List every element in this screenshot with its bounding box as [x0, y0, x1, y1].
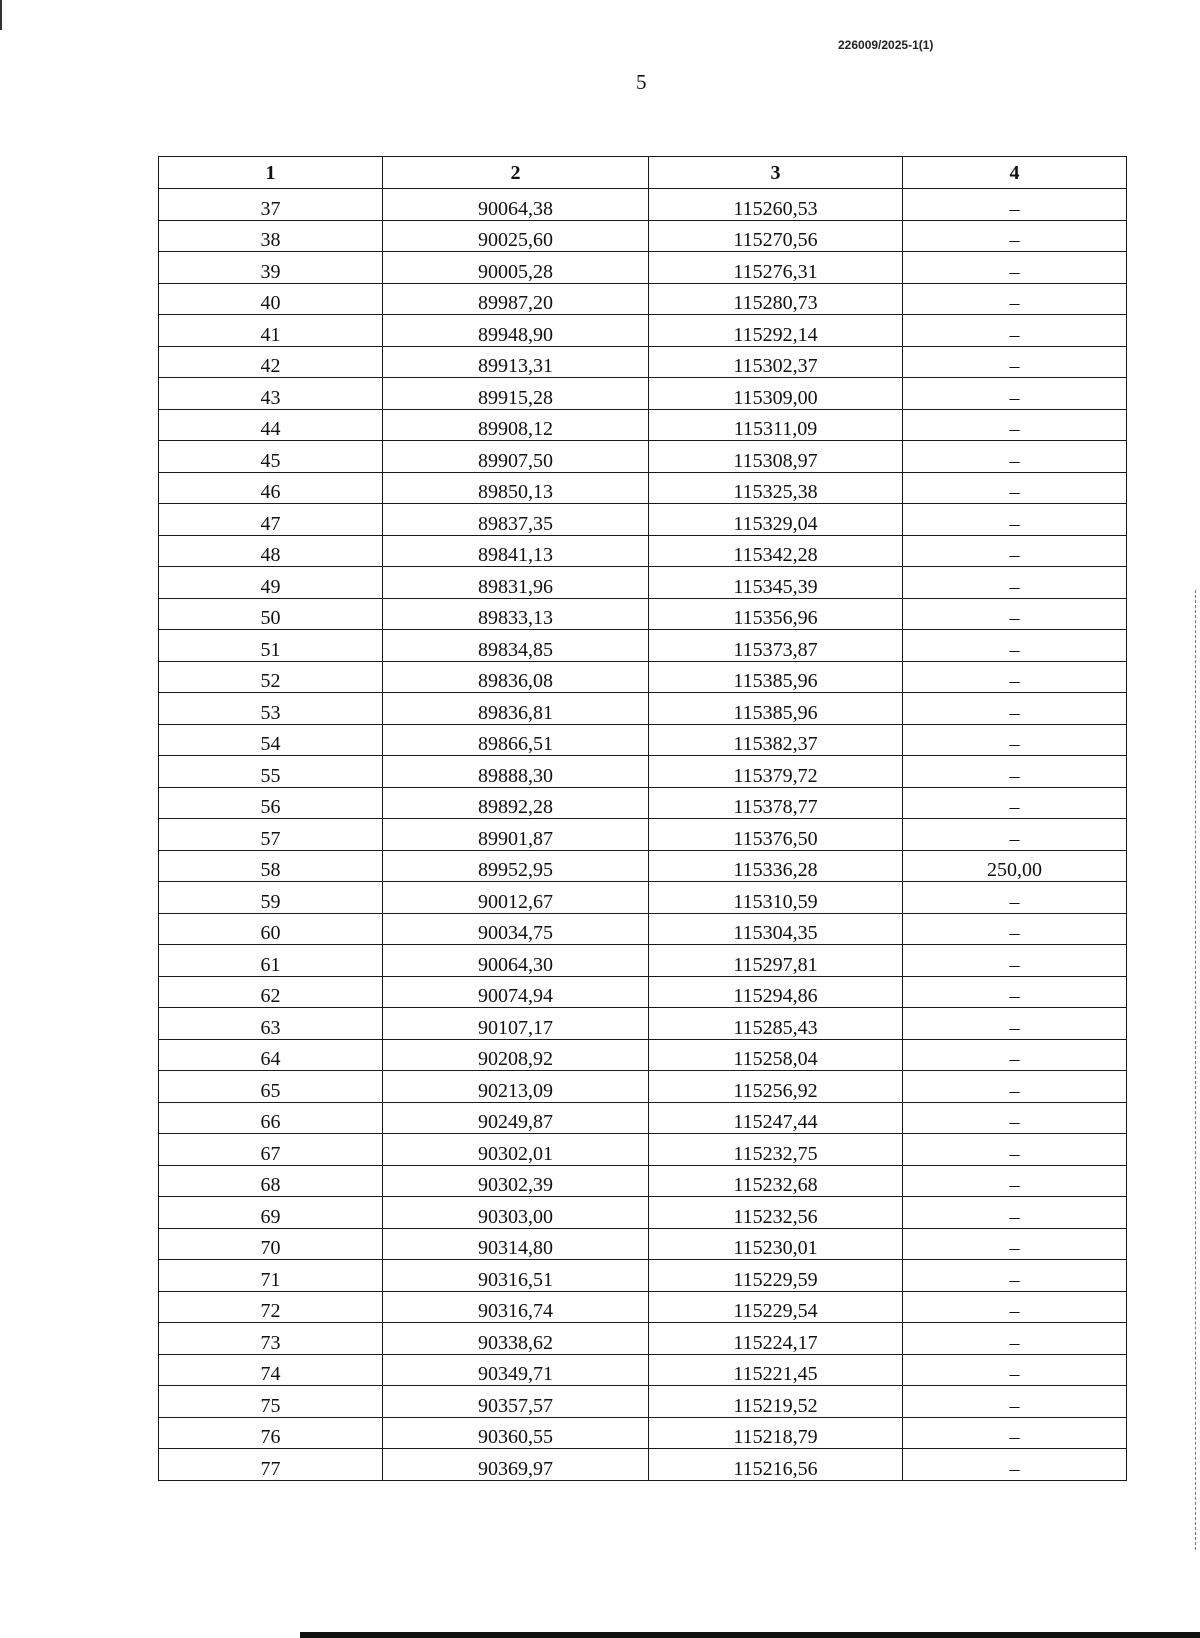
table-row	[159, 1228, 1127, 1260]
table-cell: –	[903, 1039, 1127, 1071]
table-cell: 37	[159, 189, 383, 221]
table-row	[159, 819, 1127, 851]
table-row	[159, 693, 1127, 725]
table-cell: 64	[159, 1039, 383, 1071]
table-cell: 90208,92	[383, 1039, 649, 1071]
table-cell: 115230,01	[649, 1228, 903, 1260]
table-cell: –	[903, 283, 1127, 315]
column-header: 1	[159, 157, 383, 189]
table-cell: 90357,57	[383, 1386, 649, 1418]
table-row	[159, 504, 1127, 536]
table-cell: 90064,38	[383, 189, 649, 221]
column-header: 4	[903, 157, 1127, 189]
table-row	[159, 945, 1127, 977]
table-cell: 40	[159, 283, 383, 315]
table-cell: 90360,55	[383, 1417, 649, 1449]
table-cell: 90213,09	[383, 1071, 649, 1103]
table-cell: 52	[159, 661, 383, 693]
table-cell: 115302,37	[649, 346, 903, 378]
table-cell: 89952,95	[383, 850, 649, 882]
table-body	[159, 189, 1127, 1481]
table-cell: 115382,37	[649, 724, 903, 756]
table-cell: 41	[159, 315, 383, 347]
table-cell: 60	[159, 913, 383, 945]
table-cell: 115280,73	[649, 283, 903, 315]
table-cell: 115342,28	[649, 535, 903, 567]
table-row	[159, 976, 1127, 1008]
table-cell: 58	[159, 850, 383, 882]
table-cell: 115385,96	[649, 693, 903, 725]
table-row	[159, 252, 1127, 284]
table-cell: 115256,92	[649, 1071, 903, 1103]
table-cell: –	[903, 378, 1127, 410]
table-cell: 89987,20	[383, 283, 649, 315]
table-cell: 50	[159, 598, 383, 630]
table-cell: 115385,96	[649, 661, 903, 693]
table-cell: 115229,54	[649, 1291, 903, 1323]
table-row	[159, 1354, 1127, 1386]
table-cell: 89836,81	[383, 693, 649, 725]
document-id: 226009/2025-1(1)	[838, 38, 934, 52]
table-cell: 90249,87	[383, 1102, 649, 1134]
table-cell: –	[903, 913, 1127, 945]
table-cell: –	[903, 409, 1127, 441]
table-cell: 250,00	[903, 850, 1127, 882]
table-row	[159, 409, 1127, 441]
table-cell: 90074,94	[383, 976, 649, 1008]
table-cell: 89836,08	[383, 661, 649, 693]
table-cell: 71	[159, 1260, 383, 1292]
table-cell: –	[903, 1449, 1127, 1481]
table-cell: –	[903, 472, 1127, 504]
table-row	[159, 1197, 1127, 1229]
table-cell: 77	[159, 1449, 383, 1481]
table-row	[159, 724, 1127, 756]
table-cell: 38	[159, 220, 383, 252]
table-cell: 115219,52	[649, 1386, 903, 1418]
table-row	[159, 882, 1127, 914]
table-row	[159, 598, 1127, 630]
coordinates-table	[158, 156, 1127, 1481]
table-row	[159, 630, 1127, 662]
table-cell: 76	[159, 1417, 383, 1449]
table-row	[159, 535, 1127, 567]
table-cell: 115345,39	[649, 567, 903, 599]
table-cell: 115216,56	[649, 1449, 903, 1481]
table-cell: 90064,30	[383, 945, 649, 977]
table-cell: 115376,50	[649, 819, 903, 851]
table-cell: 90302,01	[383, 1134, 649, 1166]
table-cell: 89866,51	[383, 724, 649, 756]
table-cell: 115232,75	[649, 1134, 903, 1166]
page-number: 5	[636, 70, 647, 94]
bottom-edge-bar	[300, 1632, 1200, 1638]
table-row	[159, 283, 1127, 315]
table-row	[159, 315, 1127, 347]
table-row	[159, 661, 1127, 693]
table-row	[159, 1386, 1127, 1418]
table-cell: 89913,31	[383, 346, 649, 378]
table-cell: 68	[159, 1165, 383, 1197]
table-row	[159, 472, 1127, 504]
table-cell: –	[903, 976, 1127, 1008]
table-cell: 115356,96	[649, 598, 903, 630]
table-cell: –	[903, 252, 1127, 284]
table-cell: 90314,80	[383, 1228, 649, 1260]
table-cell: –	[903, 346, 1127, 378]
table-cell: 115232,56	[649, 1197, 903, 1229]
table-cell: –	[903, 567, 1127, 599]
table-cell: –	[903, 1386, 1127, 1418]
table-cell: 89907,50	[383, 441, 649, 473]
table-cell: 90316,74	[383, 1291, 649, 1323]
table-cell: 90034,75	[383, 913, 649, 945]
table-cell: 89892,28	[383, 787, 649, 819]
table-cell: 47	[159, 504, 383, 536]
table-row	[159, 913, 1127, 945]
table-cell: –	[903, 1134, 1127, 1166]
table-row	[159, 787, 1127, 819]
table-cell: 90012,67	[383, 882, 649, 914]
table-cell: 115232,68	[649, 1165, 903, 1197]
table-cell: 89850,13	[383, 472, 649, 504]
table-cell: 115297,81	[649, 945, 903, 977]
table-cell: 115285,43	[649, 1008, 903, 1040]
table-cell: 115294,86	[649, 976, 903, 1008]
table-cell: –	[903, 882, 1127, 914]
table-cell: 89915,28	[383, 378, 649, 410]
table-cell: 55	[159, 756, 383, 788]
table-cell: 89833,13	[383, 598, 649, 630]
table-cell: –	[903, 1417, 1127, 1449]
column-header: 3	[649, 157, 903, 189]
table-cell: 45	[159, 441, 383, 473]
table-cell: 61	[159, 945, 383, 977]
table-cell: –	[903, 1008, 1127, 1040]
table-row	[159, 1323, 1127, 1355]
header-row	[159, 157, 1127, 189]
table-cell: –	[903, 441, 1127, 473]
table-cell: 115304,35	[649, 913, 903, 945]
table-cell: 115379,72	[649, 756, 903, 788]
table-cell: 54	[159, 724, 383, 756]
table-cell: 90107,17	[383, 1008, 649, 1040]
table-cell: –	[903, 693, 1127, 725]
table-cell: 51	[159, 630, 383, 662]
table-cell: 65	[159, 1071, 383, 1103]
table-cell: 115218,79	[649, 1417, 903, 1449]
table-cell: 115373,87	[649, 630, 903, 662]
table-row	[159, 567, 1127, 599]
table-cell: –	[903, 787, 1127, 819]
table-cell: 115378,77	[649, 787, 903, 819]
table-cell: –	[903, 1260, 1127, 1292]
table-cell: –	[903, 535, 1127, 567]
table-row	[159, 220, 1127, 252]
table-cell: 89841,13	[383, 535, 649, 567]
table-cell: –	[903, 1071, 1127, 1103]
table-cell: 89888,30	[383, 756, 649, 788]
table-cell: –	[903, 1102, 1127, 1134]
table-header	[159, 157, 1127, 189]
table-cell: 115325,38	[649, 472, 903, 504]
table-cell: 42	[159, 346, 383, 378]
margin-left-mark	[0, 0, 2, 30]
table-cell: 115258,04	[649, 1039, 903, 1071]
table-cell: –	[903, 945, 1127, 977]
table-cell: 90338,62	[383, 1323, 649, 1355]
table-cell: 48	[159, 535, 383, 567]
table-cell: 89901,87	[383, 819, 649, 851]
margin-right-mark	[1194, 590, 1196, 1550]
table-row	[159, 1449, 1127, 1481]
table-row	[159, 1008, 1127, 1040]
table-cell: 56	[159, 787, 383, 819]
table-cell: 46	[159, 472, 383, 504]
table-row	[159, 346, 1127, 378]
table-cell: –	[903, 724, 1127, 756]
table-cell: 69	[159, 1197, 383, 1229]
table-cell: 90025,60	[383, 220, 649, 252]
table-cell: 89834,85	[383, 630, 649, 662]
table-cell: 115229,59	[649, 1260, 903, 1292]
table-cell: 89831,96	[383, 567, 649, 599]
table-cell: 90316,51	[383, 1260, 649, 1292]
table-row	[159, 1039, 1127, 1071]
table-row	[159, 441, 1127, 473]
table-cell: –	[903, 315, 1127, 347]
table-cell: 115329,04	[649, 504, 903, 536]
table-cell: –	[903, 1291, 1127, 1323]
table-cell: 90302,39	[383, 1165, 649, 1197]
table-cell: –	[903, 504, 1127, 536]
table-cell: 59	[159, 882, 383, 914]
table-row	[159, 850, 1127, 882]
table-cell: 49	[159, 567, 383, 599]
table-cell: 90005,28	[383, 252, 649, 284]
table-cell: 115311,09	[649, 409, 903, 441]
table-cell: 62	[159, 976, 383, 1008]
table-cell: 39	[159, 252, 383, 284]
table-cell: 115308,97	[649, 441, 903, 473]
table-cell: 115260,53	[649, 189, 903, 221]
table-cell: –	[903, 189, 1127, 221]
table-cell: 67	[159, 1134, 383, 1166]
table-cell: –	[903, 598, 1127, 630]
table-cell: 43	[159, 378, 383, 410]
table-cell: 90349,71	[383, 1354, 649, 1386]
table-cell: 72	[159, 1291, 383, 1323]
table-row	[159, 1102, 1127, 1134]
table-cell: 90369,97	[383, 1449, 649, 1481]
table-cell: 73	[159, 1323, 383, 1355]
table-row	[159, 756, 1127, 788]
table-cell: –	[903, 1165, 1127, 1197]
column-header: 2	[383, 157, 649, 189]
table-cell: 115310,59	[649, 882, 903, 914]
table-cell: –	[903, 1197, 1127, 1229]
table-row	[159, 1071, 1127, 1103]
table-cell: 115309,00	[649, 378, 903, 410]
table-cell: –	[903, 819, 1127, 851]
table-cell: –	[903, 220, 1127, 252]
table-row	[159, 1165, 1127, 1197]
table-row	[159, 1417, 1127, 1449]
table-cell: 63	[159, 1008, 383, 1040]
table-cell: –	[903, 1354, 1127, 1386]
table-cell: 115270,56	[649, 220, 903, 252]
table-cell: 115292,14	[649, 315, 903, 347]
table-cell: 115336,28	[649, 850, 903, 882]
table-row	[159, 1260, 1127, 1292]
table-cell: –	[903, 756, 1127, 788]
table-cell: 89948,90	[383, 315, 649, 347]
table-cell: –	[903, 630, 1127, 662]
table-cell: –	[903, 661, 1127, 693]
table-cell: 75	[159, 1386, 383, 1418]
table-cell: 70	[159, 1228, 383, 1260]
table-cell: 74	[159, 1354, 383, 1386]
table-row	[159, 1291, 1127, 1323]
table-cell: 53	[159, 693, 383, 725]
table-cell: 115276,31	[649, 252, 903, 284]
table-row	[159, 189, 1127, 221]
table-cell: 90303,00	[383, 1197, 649, 1229]
table-cell: 89837,35	[383, 504, 649, 536]
table-row	[159, 378, 1127, 410]
table-cell: 57	[159, 819, 383, 851]
table-cell: 89908,12	[383, 409, 649, 441]
table-cell: 115221,45	[649, 1354, 903, 1386]
table-cell: –	[903, 1228, 1127, 1260]
table-cell: 66	[159, 1102, 383, 1134]
table-cell: 115224,17	[649, 1323, 903, 1355]
table-row	[159, 1134, 1127, 1166]
table-cell: 44	[159, 409, 383, 441]
table-cell: –	[903, 1323, 1127, 1355]
table-cell: 115247,44	[649, 1102, 903, 1134]
